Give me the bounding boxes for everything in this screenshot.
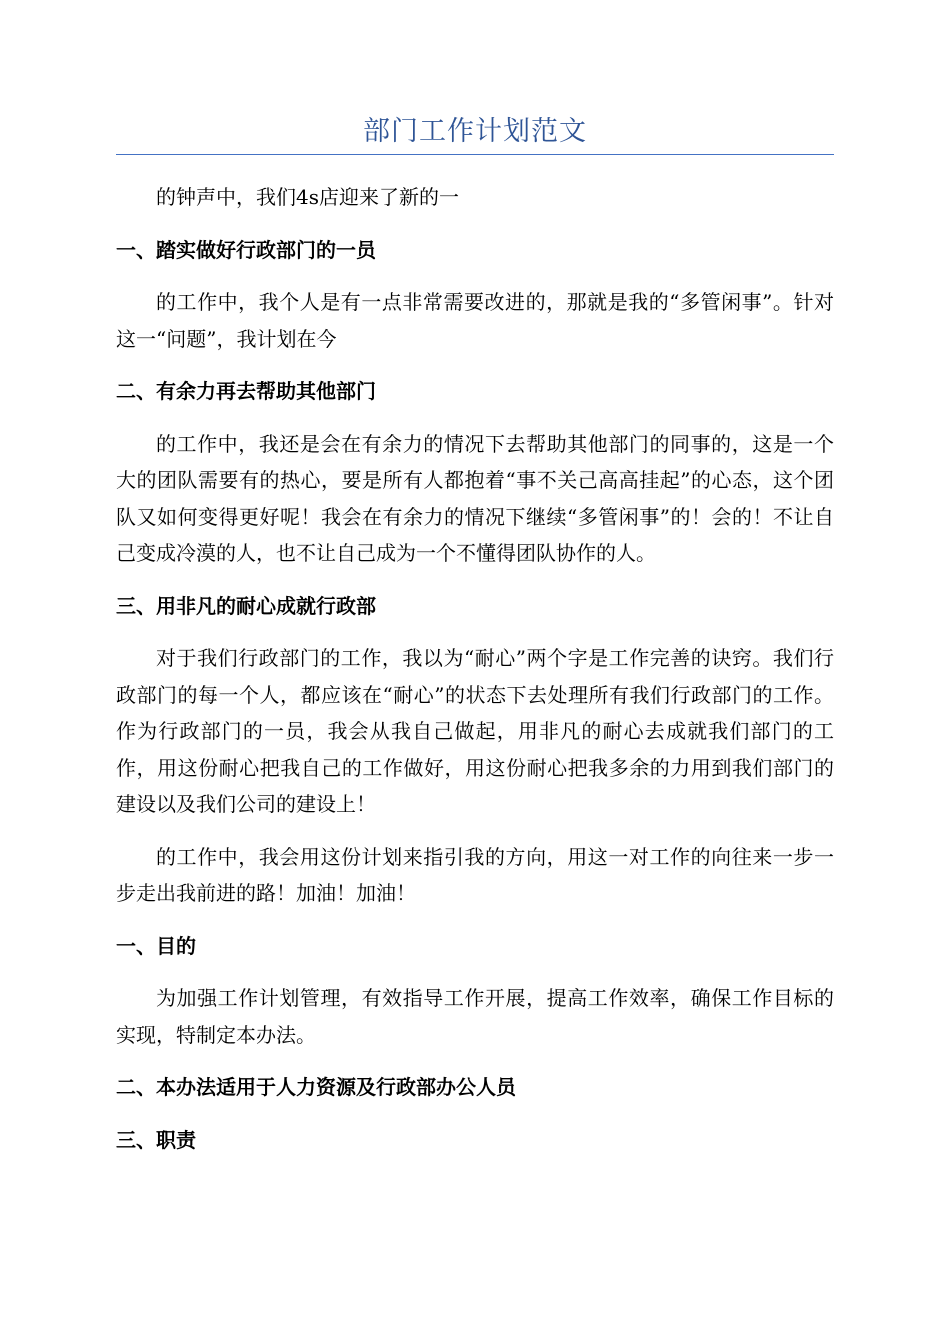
- document-title: 部门工作计划范文: [363, 116, 587, 147]
- section-heading: 一、目的: [116, 933, 196, 958]
- title-underline: [116, 154, 834, 155]
- paragraph: 的工作中，我会用这份计划来指引我的方向，用这一对工作的向往来一步一步走出我前进的路！加油！加油！: [116, 844, 834, 905]
- section-heading: 二、本办法适用于人力资源及行政部办公人员: [116, 1075, 516, 1099]
- paragraph: 的工作中，我还是会在有余力的情况下去帮助其他部门的同事的，这是一个大的团队需要有的热心，要是所有人都抱着“事不关己高高挂起”的心态，这个团队又如何变得更好呢！我会在有余力的情况下继续“多管闲事”的！会的！不让自己变成冷漠的人，也不让自己成为一个不懂得团队协作的人。: [116, 431, 834, 565]
- paragraph: 对于我们行政部门的工作，我以为“耐心”两个字是工作完善的诀窍。我们行政部门的每一个人，都应该在“耐心”的状态下去处理所有我们行政部门的工作。作为行政部门的一员，我会从我自己做起，用非凡的耐心去成就我们部门的工作，用这份耐心把我自己的工作做好，用这份耐心把我多余的力用到我们部门的建设以及我们公司的建设上！: [116, 646, 834, 816]
- paragraph: 为加强工作计划管理，有效指导工作开展，提高工作效率，确保工作目标的实现，特制定本办法。: [116, 986, 834, 1047]
- document-body: [116, 179, 834, 1158]
- document-page: [116, 0, 834, 1158]
- section-heading: 三、职责: [116, 1127, 196, 1152]
- paragraph: 的工作中，我个人是有一点非常需要改进的，那就是我的“多管闲事”。针对这一“问题”，我计划在今: [116, 290, 834, 351]
- section-heading: 三、用非凡的耐心成就行政部: [116, 593, 376, 618]
- section-heading: 二、有余力再去帮助其他部门: [116, 379, 376, 403]
- section-heading: 一、踏实做好行政部门的一员: [116, 237, 376, 262]
- paragraph: 的钟声中，我们4s店迎来了新的一: [156, 185, 459, 209]
